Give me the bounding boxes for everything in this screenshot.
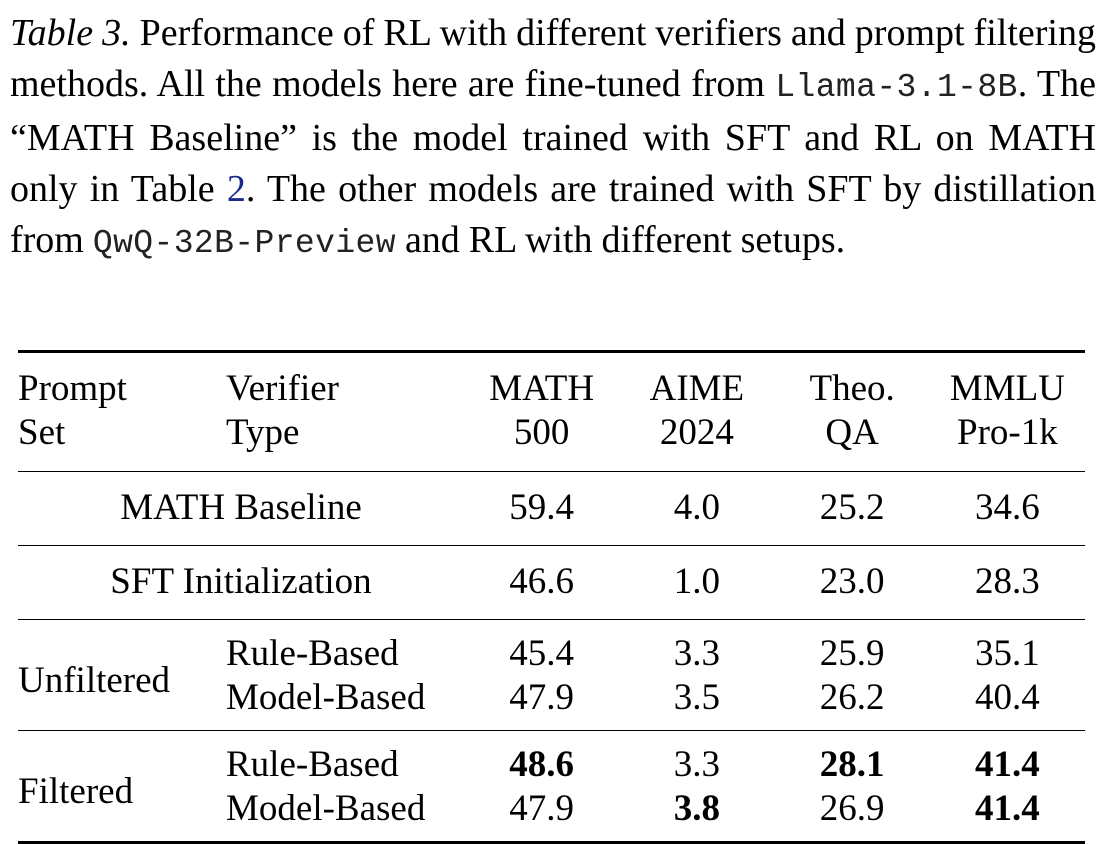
cell-math500: 45.4	[509, 633, 574, 674]
cell-math500: 47.9	[509, 677, 574, 718]
cell-aime2024: 4.0	[673, 487, 720, 528]
results-table-wrapper	[18, 350, 1085, 844]
cell-theoqa: 26.2	[819, 677, 885, 718]
cell-aime2024-best: 3.8	[619, 787, 774, 843]
table-row-unfiltered-rule	[18, 620, 1085, 677]
verifier-cell: Rule-Based	[226, 633, 399, 674]
table-row-filtered-rule	[18, 731, 1085, 788]
cell-theoqa-best: 28.1	[819, 744, 885, 785]
cell-math500-best: 48.6	[509, 744, 574, 785]
header-prompt-set: Prompt Set	[18, 368, 127, 453]
row-label: SFT Initialization	[110, 561, 372, 602]
cell-math500: 47.9	[464, 787, 619, 843]
results-table	[18, 350, 1085, 844]
header-verifier-type: Verifier Type	[226, 368, 339, 453]
caption-table-ref-link[interactable]: 2	[226, 168, 246, 210]
cell-theoqa: 25.9	[819, 633, 885, 674]
caption-label: Table 3.	[10, 12, 131, 54]
prompt-set-cell: Unfiltered	[18, 660, 171, 701]
cell-mmlupro: 28.3	[975, 561, 1040, 602]
table-row-sft-init	[18, 546, 1085, 620]
table-row-math-baseline	[18, 472, 1085, 546]
header-mmlupro: MMLU Pro-1k	[949, 368, 1065, 453]
header-math500: MATH 500	[489, 368, 595, 453]
verifier-cell: Rule-Based	[226, 744, 399, 785]
cell-theoqa: 26.9	[775, 787, 930, 843]
caption-model-base: Llama-3.1-8B	[775, 69, 1018, 106]
cell-math500: 59.4	[509, 487, 574, 528]
verifier-cell: Model-Based	[226, 677, 426, 718]
prompt-set-cell: Filtered	[18, 731, 226, 843]
table-caption	[10, 8, 1096, 269]
cell-mmlupro: 40.4	[975, 677, 1040, 718]
header-aime2024: AIME 2024	[649, 368, 745, 453]
cell-mmlupro-best: 41.4	[975, 744, 1040, 785]
caption-model-teacher: QwQ-32B-Preview	[92, 225, 396, 262]
cell-mmlupro-best: 41.4	[930, 787, 1085, 843]
cell-mmlupro: 34.6	[975, 487, 1040, 528]
cell-aime2024: 3.3	[673, 633, 720, 674]
cell-mmlupro: 35.1	[975, 633, 1040, 674]
cell-aime2024: 3.3	[673, 744, 720, 785]
header-theoqa: Theo. QA	[809, 368, 895, 453]
table-header-row	[18, 352, 1085, 472]
caption-text-4: and RL with different setups.	[395, 219, 846, 261]
verifier-cell: Model-Based	[226, 787, 464, 843]
row-label: MATH Baseline	[120, 487, 362, 528]
cell-aime2024: 3.5	[673, 677, 720, 718]
cell-math500: 46.6	[509, 561, 574, 602]
caption-text-3: . The other models are trained with SFT by distillation from	[10, 168, 1096, 261]
caption-text-2: . The “MATH Baseline” is the model trained with SFT and RL on MATH only in Table	[10, 63, 1096, 210]
cell-theoqa: 25.2	[819, 487, 885, 528]
cell-aime2024: 1.0	[673, 561, 720, 602]
cell-theoqa: 23.0	[819, 561, 885, 602]
caption-text-1: Performance of RL with different verifiers and prompt filtering methods. All the models here are fine-tuned from	[10, 12, 1096, 105]
